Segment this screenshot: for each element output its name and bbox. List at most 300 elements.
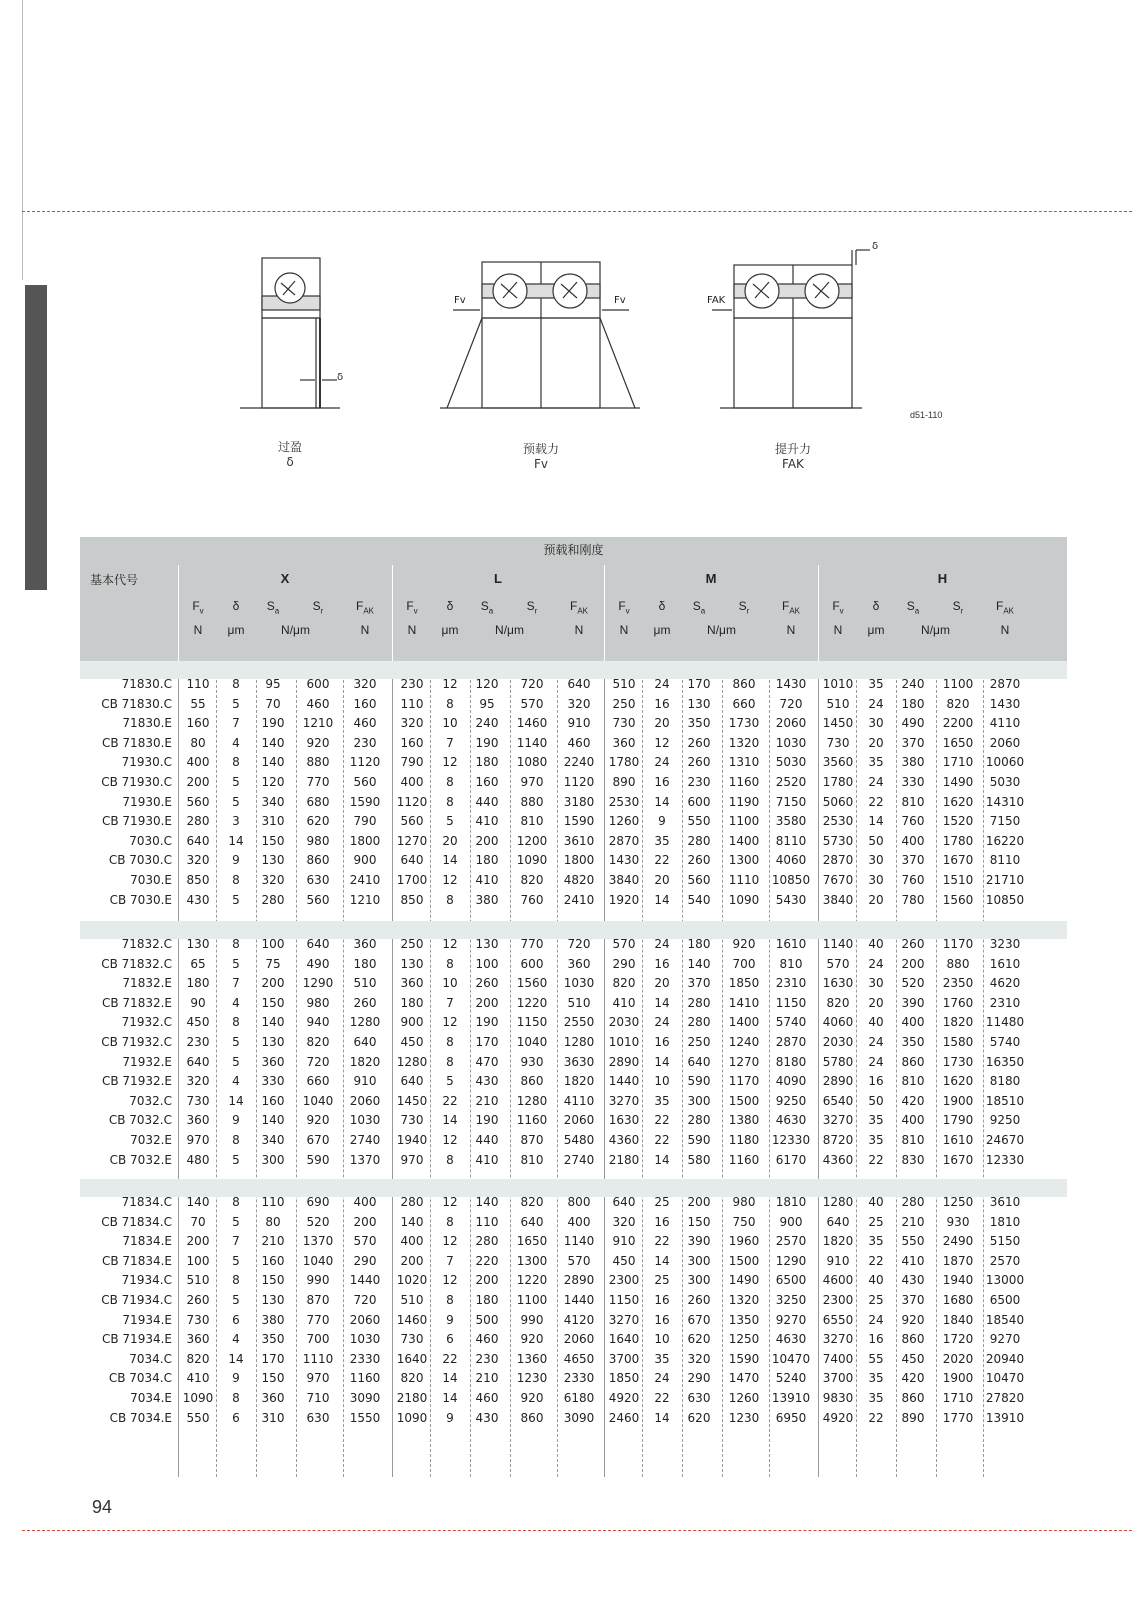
table-cell: 10470 (985, 1371, 1025, 1386)
table-cell: 410 (475, 814, 499, 829)
table-cell: 230 (400, 677, 424, 691)
table-cell: 22 (868, 794, 884, 809)
table-cell: 400 (901, 1015, 925, 1030)
table-cell: 820 (400, 1371, 424, 1386)
table-cell: 4 (232, 735, 240, 750)
table-cell: 620 (306, 814, 330, 829)
table-cell: 180 (475, 853, 499, 868)
sub-header-δ: δ (872, 599, 880, 613)
table-cell: 14 (654, 1054, 670, 1069)
table-cell: 1100 (516, 1293, 548, 1307)
table-cell: 1590 (728, 1351, 760, 1366)
table-cell: 880 (520, 794, 544, 809)
table-cell: 810 (779, 956, 803, 971)
row-code: 7034.E (130, 1391, 172, 1405)
sub-header-fak: $F_{AK}$ (569, 599, 588, 616)
table-cell: 12330 (771, 1133, 811, 1147)
table-cell: 2060 (563, 1113, 595, 1128)
lift-force-diagram (712, 250, 870, 408)
table-cell: 50 (868, 1093, 884, 1108)
table-cell: 810 (901, 794, 925, 809)
table-cell: 16350 (985, 1054, 1025, 1069)
table-cell: 6 (232, 1312, 240, 1327)
table-cell: 320 (353, 677, 377, 691)
table-cell: 1560 (942, 892, 974, 907)
table-cell: 22 (654, 1113, 670, 1128)
table-cell: 400 (400, 1234, 424, 1249)
table-cell: 570 (826, 956, 850, 971)
table-cell: 8 (446, 794, 454, 809)
table-cell: 450 (400, 1035, 424, 1049)
table-cell: 640 (687, 1054, 711, 1069)
table-cell: 24 (868, 1035, 884, 1049)
table-cell: 760 (901, 814, 925, 829)
table-cell: 18540 (985, 1312, 1025, 1327)
table-cell: 400 (567, 1214, 591, 1229)
table-cell: 35 (654, 1093, 670, 1108)
sub-header-sa: $S_a$ (692, 599, 706, 616)
table-cell: 1780 (608, 755, 640, 770)
table-cell: 810 (520, 1152, 544, 1167)
table-cell: 240 (475, 716, 499, 731)
table-cell: 7150 (775, 794, 807, 809)
table-cell: 1110 (728, 873, 760, 887)
table-cell: 1190 (728, 794, 760, 809)
table-cell: 30 (868, 976, 884, 991)
table-cell: 640 (567, 677, 591, 691)
group-separator (604, 565, 605, 662)
table-cell: 1730 (942, 1054, 974, 1069)
table-cell: 7150 (989, 814, 1021, 829)
table-cell: 560 (186, 794, 210, 809)
table-cell: 180 (186, 976, 210, 991)
table-cell: 370 (901, 1293, 925, 1307)
table-cell: 1630 (822, 976, 854, 991)
row-code: CB 7034.E (109, 1410, 172, 1425)
table-cell: 200 (475, 1273, 499, 1288)
table-cell: 3700 (608, 1351, 640, 1366)
table-cell: 100 (261, 937, 285, 951)
table-cell: 130 (261, 1035, 285, 1049)
table-cell: 570 (520, 696, 544, 711)
table-cell: 24 (868, 1054, 884, 1069)
table-cell: 430 (901, 1273, 925, 1288)
table-cell: 1030 (349, 1113, 381, 1128)
table-cell: 3610 (563, 833, 595, 848)
table-cell: 360 (400, 976, 424, 991)
table-cell: 1760 (942, 995, 974, 1010)
table-cell: 35 (868, 677, 884, 691)
table-cell: 280 (687, 833, 711, 848)
table-cell: 200 (475, 833, 499, 848)
table-cell: 280 (400, 1195, 424, 1209)
table-cell: 5030 (775, 755, 807, 770)
table-cell: 380 (475, 892, 499, 907)
table-cell: 1430 (608, 853, 640, 868)
table-cell: 22 (654, 1133, 670, 1147)
table-cell: 6170 (775, 1152, 807, 1167)
table-cell: 2740 (349, 1133, 381, 1147)
table-cell: 1030 (563, 976, 595, 991)
table-cell: 1240 (728, 1035, 760, 1049)
table-cell: 850 (400, 892, 424, 907)
table-cell: 210 (475, 1093, 499, 1108)
row-code: CB 71834.E (102, 1253, 172, 1268)
sub-header-sa: $S_a$ (266, 599, 280, 616)
bearing-diagrams (0, 0, 1140, 500)
table-cell: 770 (306, 775, 330, 789)
table-cell: 6950 (775, 1410, 807, 1425)
table-cell: 320 (687, 1351, 711, 1366)
table-cell: 320 (261, 873, 285, 887)
table-cell: 6550 (822, 1312, 854, 1327)
table-cell: 820 (520, 1195, 544, 1209)
table-cell: 5 (232, 794, 240, 809)
table-cell: 1430 (989, 696, 1021, 711)
sub-header-fv: $F_v$ (618, 599, 630, 616)
table-cell: 3700 (822, 1371, 854, 1386)
table-cell: 5 (232, 1214, 240, 1229)
interference-diagram (240, 258, 340, 408)
table-cell: 430 (475, 1074, 499, 1089)
table-cell: 630 (306, 1410, 330, 1425)
table-cell: 14 (868, 814, 884, 829)
table-cell: 30 (868, 853, 884, 868)
table-cell: 5430 (775, 892, 807, 907)
table-cell: 1790 (942, 1113, 974, 1128)
table-cell: 2020 (942, 1351, 974, 1366)
table-cell: 9 (446, 1410, 454, 1425)
table-cell: 8 (446, 1214, 454, 1229)
table-cell: 1350 (728, 1312, 760, 1327)
table-cell: 24 (654, 1371, 670, 1386)
table-cell: 700 (306, 1332, 330, 1347)
table-cell: 14 (442, 1391, 458, 1405)
unit-header: N (786, 623, 796, 637)
table-cell: 8 (446, 1293, 454, 1307)
table-cell: 200 (687, 1195, 711, 1209)
table-cell: 2330 (349, 1351, 381, 1366)
table-cell: 9830 (822, 1391, 854, 1405)
table-cell: 220 (475, 1253, 499, 1268)
table-cell: 1320 (728, 1293, 760, 1307)
table-cell: 7670 (822, 873, 854, 887)
table-cell: 4920 (608, 1391, 640, 1405)
table-cell: 4650 (563, 1351, 595, 1366)
table-cell: 730 (186, 1312, 210, 1327)
table-cell: 30 (868, 873, 884, 887)
table-cell: 770 (306, 1312, 330, 1327)
sub-header-fv: $F_v$ (832, 599, 844, 616)
table-cell: 1840 (942, 1312, 974, 1327)
table-cell: 14 (228, 1351, 244, 1366)
table-cell: 2300 (608, 1273, 640, 1288)
table-cell: 1800 (563, 853, 595, 868)
table-cell: 340 (261, 794, 285, 809)
table-cell: 13910 (985, 1410, 1025, 1425)
table-cell: 16 (654, 1035, 670, 1049)
table-cell: 570 (567, 1253, 591, 1268)
table-cell: 1160 (349, 1371, 381, 1386)
table-cell: 1080 (516, 755, 548, 770)
table-cell: 8 (446, 775, 454, 789)
table-cell: 9 (658, 814, 666, 829)
table-cell: 7 (446, 1253, 454, 1268)
table-cell: 7 (446, 735, 454, 750)
table-cell: 5 (232, 1253, 240, 1268)
table-cell: 1580 (942, 1035, 974, 1049)
table-cell: 3840 (822, 892, 854, 907)
table-cell: 1460 (396, 1312, 428, 1327)
table-cell: 1440 (349, 1273, 381, 1288)
table-cell: 5240 (775, 1371, 807, 1386)
row-code: CB 7030.E (109, 892, 172, 907)
unit-header: μm (441, 623, 459, 637)
table-cell: 360 (612, 735, 636, 750)
table-cell: 260 (186, 1293, 210, 1307)
table-cell: 1170 (942, 937, 974, 951)
table-cell: 180 (475, 755, 499, 770)
table-cell: 480 (186, 1152, 210, 1167)
table-cell: 6540 (822, 1093, 854, 1108)
table-cell: 24 (654, 755, 670, 770)
table-cell: 1470 (728, 1371, 760, 1386)
table-cell: 420 (901, 1093, 925, 1108)
table-cell: 7400 (822, 1351, 854, 1366)
table-cell: 40 (868, 1195, 884, 1209)
table-cell: 12 (442, 873, 458, 887)
table-cell: 1210 (349, 892, 381, 907)
row-code: 7032.E (130, 1133, 172, 1147)
table-cell: 7 (232, 976, 240, 991)
table-cell: 1960 (728, 1234, 760, 1249)
table-cell: 24 (868, 956, 884, 971)
table-cell: 5 (446, 814, 454, 829)
table-cell: 20 (868, 995, 884, 1010)
table-cell: 970 (400, 1152, 424, 1167)
data-table (80, 675, 1067, 1477)
table-cell: 8110 (775, 833, 807, 848)
table-cell: 200 (186, 1234, 210, 1249)
table-cell: 990 (520, 1312, 544, 1327)
table-cell: 1230 (728, 1410, 760, 1425)
table-cell: 250 (612, 696, 636, 711)
table-cell: 12 (442, 1195, 458, 1209)
table-cell: 870 (306, 1293, 330, 1307)
table-cell: 200 (353, 1214, 377, 1229)
table-cell: 1370 (349, 1152, 381, 1167)
table-cell: 4820 (563, 873, 595, 887)
table-cell: 22 (868, 1253, 884, 1268)
table-cell: 360 (261, 1054, 285, 1069)
table-cell: 4920 (822, 1410, 854, 1425)
table-cell: 510 (353, 976, 377, 991)
table-cell: 2550 (563, 1015, 595, 1030)
sub-header-sa: $S_a$ (906, 599, 920, 616)
unit-header: N (193, 623, 203, 637)
table-cell: 1410 (728, 995, 760, 1010)
table-cell: 16 (654, 696, 670, 711)
table-cell: 1440 (608, 1074, 640, 1089)
table-cell: 810 (520, 814, 544, 829)
table-cell: 8 (446, 1054, 454, 1069)
table-cell: 820 (520, 873, 544, 887)
table-cell: 570 (353, 1234, 377, 1249)
table-cell: 5030 (989, 775, 1021, 789)
table-cell: 90 (190, 995, 206, 1010)
row-code: CB 71930.E (102, 814, 172, 829)
table-cell: 1140 (563, 1234, 595, 1249)
table-cell: 2490 (942, 1234, 974, 1249)
table-cell: 320 (612, 1214, 636, 1229)
table-cell: 8 (232, 755, 240, 770)
table-cell: 770 (520, 937, 544, 951)
table-cell: 5060 (822, 794, 854, 809)
group-header-x: X (280, 571, 290, 586)
table-cell: 1290 (775, 1253, 807, 1268)
table-cell: 360 (186, 1113, 210, 1128)
table-cell: 25 (868, 1293, 884, 1307)
table-cell: 13910 (771, 1391, 811, 1405)
table-cell: 8 (232, 1273, 240, 1288)
table-cell: 2520 (775, 775, 807, 789)
row-code: 71930.C (121, 755, 172, 770)
sub-header-sr: $S_r$ (738, 599, 750, 616)
table-cell: 640 (400, 853, 424, 868)
table-cell: 4060 (822, 1015, 854, 1030)
row-code: 7030.C (129, 833, 172, 848)
table-cell: 2300 (822, 1293, 854, 1307)
table-cell: 210 (475, 1371, 499, 1386)
table-cell: 14 (654, 794, 670, 809)
table-cell: 1110 (302, 1351, 334, 1366)
table-cell: 490 (306, 956, 330, 971)
bottom-divider (22, 1530, 1132, 1531)
table-cell: 7 (446, 995, 454, 1010)
table-cell: 330 (261, 1074, 285, 1089)
table-cell: 8 (446, 956, 454, 971)
table-cell: 1810 (989, 1214, 1021, 1229)
table-cell: 40 (868, 937, 884, 951)
table-cell: 1140 (516, 735, 548, 750)
table-cell: 460 (475, 1391, 499, 1405)
table-cell: 2310 (989, 995, 1021, 1010)
table-cell: 920 (306, 1113, 330, 1128)
table-cell: 860 (732, 677, 756, 691)
table-cell: 510 (612, 677, 636, 691)
table-cell: 980 (732, 1195, 756, 1209)
table-cell: 35 (868, 1113, 884, 1128)
table-cell: 10 (654, 1074, 670, 1089)
preload-diagram (440, 262, 640, 408)
table-cell: 130 (186, 937, 210, 951)
table-cell: 40 (868, 1015, 884, 1030)
table-cell: 310 (261, 814, 285, 829)
table-cell: 1010 (822, 677, 854, 691)
table-cell: 6 (446, 1332, 454, 1347)
table-cell: 35 (868, 755, 884, 770)
table-cell: 4060 (775, 853, 807, 868)
table-cell: 400 (901, 833, 925, 848)
table-cell: 260 (687, 755, 711, 770)
table-cell: 12 (442, 677, 458, 691)
group-separator (818, 565, 819, 662)
table-cell: 9 (446, 1312, 454, 1327)
table-cell: 4620 (989, 976, 1021, 991)
sub-header-fak: $F_{AK}$ (995, 599, 1014, 616)
table-cell: 280 (186, 814, 210, 829)
table-cell: 1100 (728, 814, 760, 829)
table-cell: 900 (779, 1214, 803, 1229)
table-cell: 670 (687, 1312, 711, 1327)
table-cell: 14 (654, 1410, 670, 1425)
table-cell: 8 (232, 677, 240, 691)
table-cell: 820 (186, 1351, 210, 1366)
table-cell: 2240 (563, 755, 595, 770)
table-cell: 1120 (349, 755, 381, 770)
table-cell: 4360 (822, 1152, 854, 1167)
table-cell: 700 (732, 956, 756, 971)
table-cell: 370 (687, 976, 711, 991)
table-cell: 150 (261, 833, 285, 848)
row-code: 71832.E (122, 976, 172, 991)
table-cell: 1730 (728, 716, 760, 731)
table-cell: 420 (901, 1371, 925, 1386)
table-cell: 1220 (516, 1273, 548, 1288)
table-cell: 470 (475, 1054, 499, 1069)
table-cell: 7 (232, 716, 240, 731)
table-cell: 24 (654, 677, 670, 691)
table-cell: 16 (654, 1293, 670, 1307)
table-cell: 600 (306, 677, 330, 691)
table-cell: 1090 (182, 1391, 214, 1405)
row-code: CB 71830.C (101, 696, 172, 711)
table-cell: 2180 (396, 1391, 428, 1405)
sub-header-sr: $S_r$ (952, 599, 964, 616)
table-cell: 730 (186, 1093, 210, 1108)
table-cell: 280 (687, 1015, 711, 1030)
table-cell: 1650 (942, 735, 974, 750)
table-cell: 55 (190, 696, 206, 711)
table-cell: 140 (475, 1195, 499, 1209)
table-cell: 1150 (775, 995, 807, 1010)
table-cell: 8 (232, 937, 240, 951)
table-cell: 80 (190, 735, 206, 750)
table-cell: 1820 (349, 1054, 381, 1069)
table-cell: 320 (567, 696, 591, 711)
table-cell: 5740 (989, 1035, 1021, 1049)
table-cell: 1280 (822, 1195, 854, 1209)
table-cell: 1280 (516, 1093, 548, 1108)
table-cell: 1150 (608, 1293, 640, 1307)
table-cell: 2060 (349, 1312, 381, 1327)
table-cell: 150 (261, 995, 285, 1010)
table-cell: 200 (901, 956, 925, 971)
table-cell: 410 (475, 873, 499, 887)
table-cell: 1850 (728, 976, 760, 991)
table-cell: 1610 (942, 1133, 974, 1147)
unit-header: N/μm (707, 623, 736, 637)
table-cell: 8110 (989, 853, 1021, 868)
table-cell: 720 (567, 937, 591, 951)
table-cell: 640 (400, 1074, 424, 1089)
unit-header: μm (867, 623, 885, 637)
table-cell: 25 (654, 1273, 670, 1288)
table-cell: 600 (520, 956, 544, 971)
table-cell: 110 (186, 677, 210, 691)
table-cell: 9270 (989, 1332, 1021, 1347)
table-cell: 1640 (608, 1332, 640, 1347)
